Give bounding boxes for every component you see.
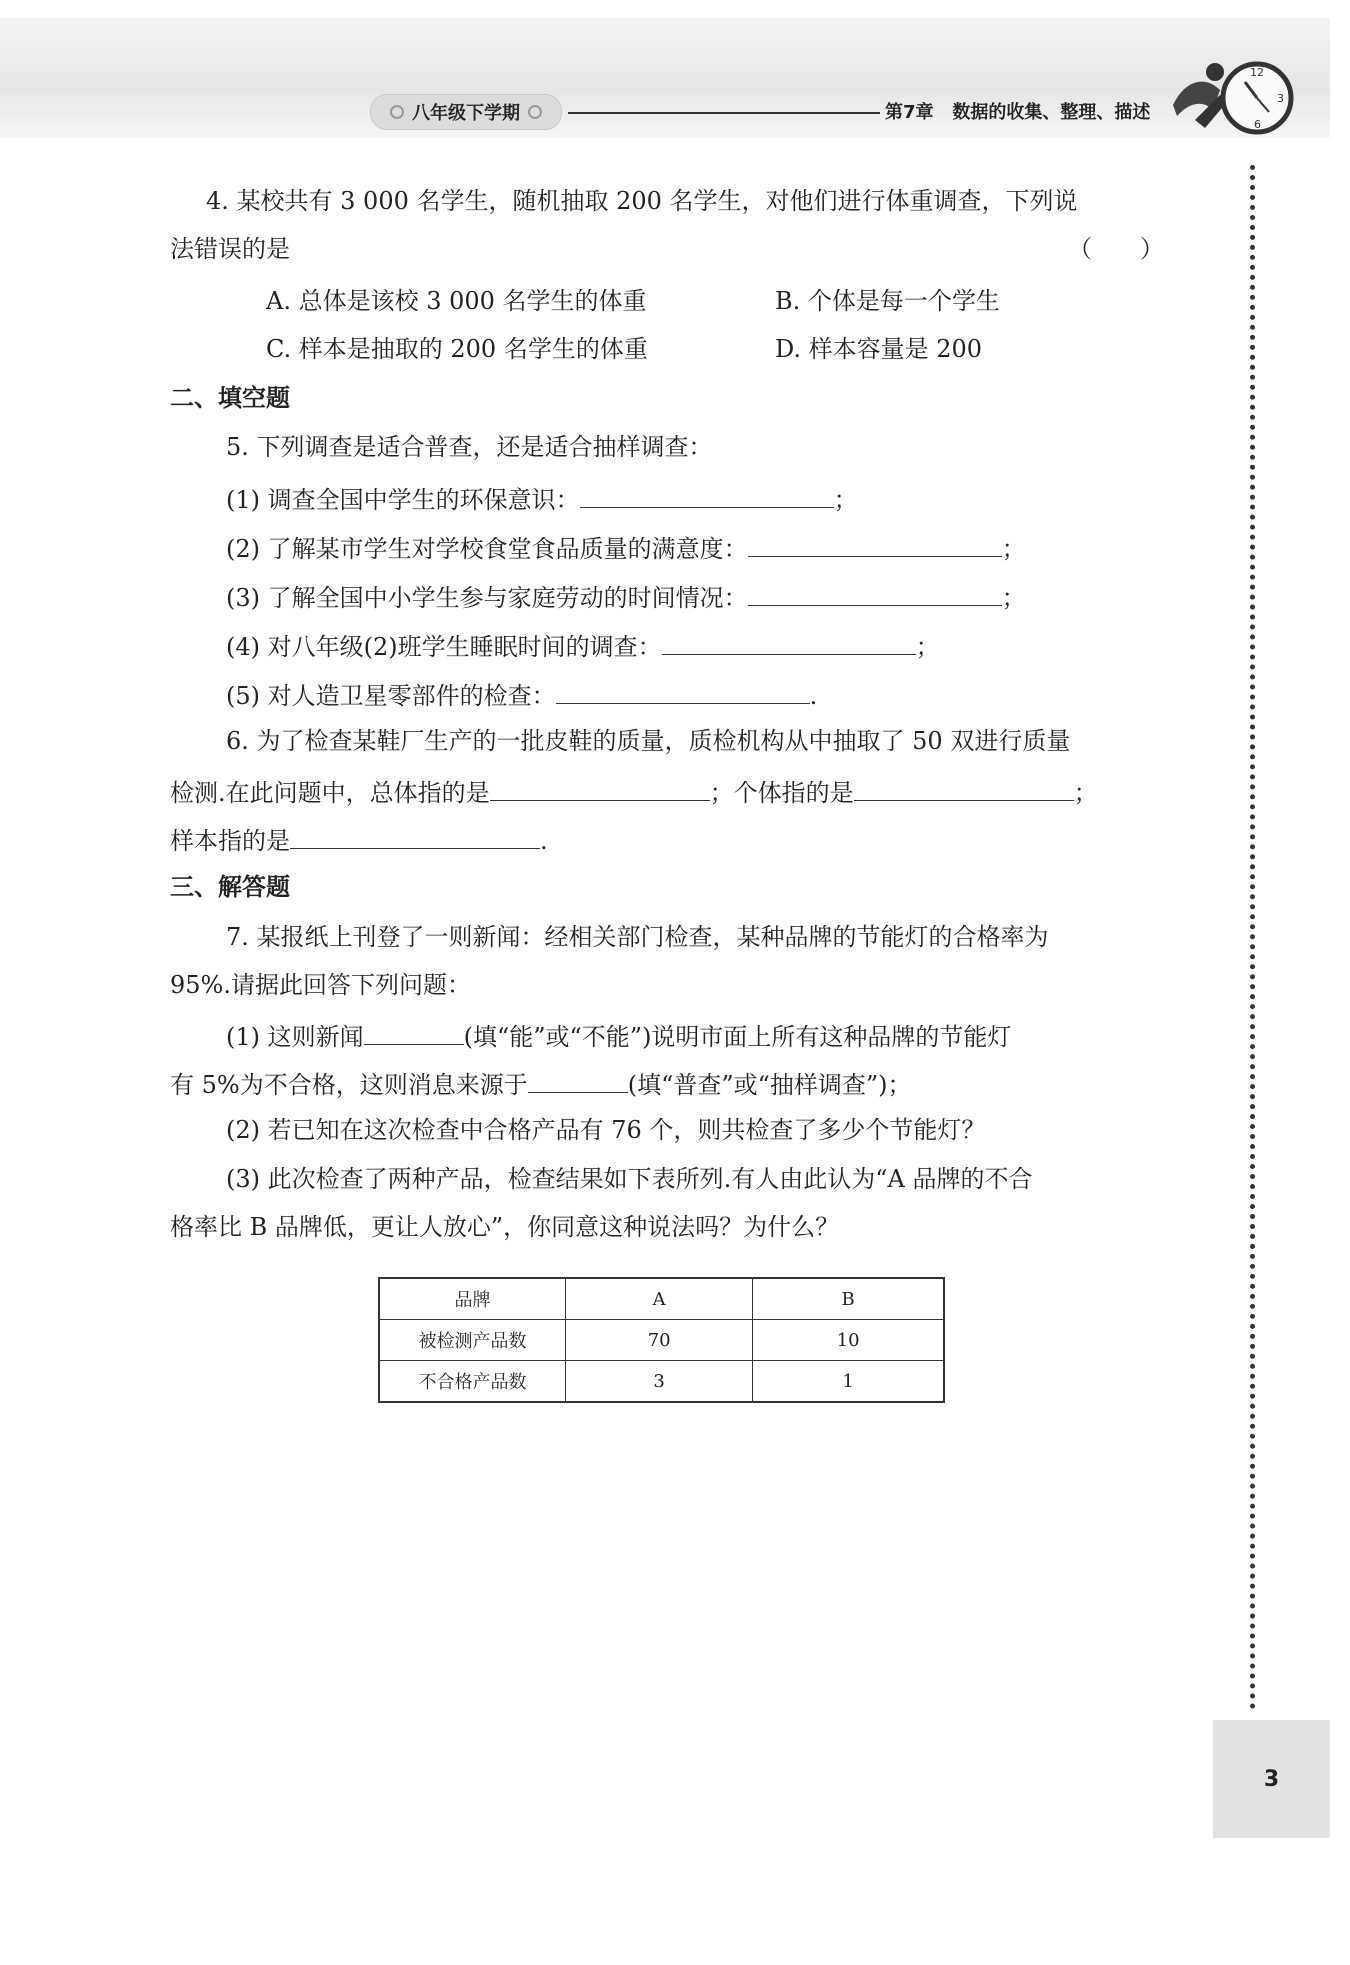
table-cell: 70 bbox=[566, 1320, 753, 1361]
q5-item-1-blank[interactable] bbox=[580, 481, 834, 508]
table-cell: 不合格产品数 bbox=[379, 1361, 566, 1403]
q5-item-4-end: ； bbox=[915, 633, 940, 661]
q5-item-3-end: ； bbox=[1001, 584, 1026, 612]
section-answer-title: 三、解答题 bbox=[170, 873, 290, 901]
q6-population-blank[interactable] bbox=[490, 774, 710, 801]
q6-line3-end: . bbox=[540, 827, 548, 855]
chapter-number: 第7章 bbox=[885, 102, 934, 123]
svg-text:12: 12 bbox=[1250, 66, 1264, 79]
q6-line2-end: ； bbox=[1073, 779, 1098, 807]
left-dot-icon bbox=[390, 105, 404, 119]
right-dot-icon bbox=[528, 105, 542, 119]
q7-part2: (2) 若已知在这次检查中合格产品有 76 个，则共检查了多少个节能灯？ bbox=[226, 1116, 986, 1144]
q5-item-2 bbox=[226, 530, 1026, 564]
q7-part1-line2 bbox=[170, 1066, 912, 1100]
runner-clock-icon bbox=[1165, 50, 1295, 140]
chapter-title: 数据的收集、整理、描述 bbox=[952, 102, 1151, 123]
q5-item-3-blank[interactable] bbox=[748, 579, 1002, 606]
q7-part1-text-a: (1) 这则新闻 bbox=[226, 1023, 364, 1051]
q6-line2 bbox=[170, 774, 1098, 808]
q6-individual-label: ；个体指的是 bbox=[709, 779, 854, 807]
q6-stem-line1: 6. 为了检查某鞋厂生产的一批皮鞋的质量，质检机构从中抽取了 50 双进行质量 bbox=[226, 727, 1071, 755]
q5-item-3 bbox=[226, 579, 1026, 613]
header-divider bbox=[568, 112, 880, 114]
q5-item-1-end: ； bbox=[833, 486, 858, 514]
svg-text:6: 6 bbox=[1254, 118, 1261, 131]
q4-answer-paren: （ ） bbox=[1068, 235, 1164, 263]
q5-item-5-text: (5) 对人造卫星零部件的检查： bbox=[226, 682, 556, 710]
q4-stem-line2: 法错误的是 bbox=[170, 235, 290, 263]
q5-item-2-end: ； bbox=[1001, 535, 1026, 563]
q5-item-4-text: (4) 对八年级(2)班学生睡眠时间的调查： bbox=[226, 633, 662, 661]
q5-item-2-text: (2) 了解某市学生对学校食堂食品质量的满意度： bbox=[226, 535, 748, 563]
q7-stem-line1: 7. 某报纸上刊登了一则新闻：经相关部门检查，某种品牌的节能灯的合格率为 bbox=[226, 923, 1049, 951]
inspection-table bbox=[378, 1277, 945, 1403]
q4-option-a: A. 总体是该校 3 000 名学生的体重 bbox=[266, 287, 647, 315]
q5-item-5 bbox=[226, 677, 817, 711]
q7-part1-text-b: (填“能”或“不能”)说明市面上所有这种品牌的节能灯 bbox=[463, 1023, 1012, 1051]
table-cell: 1 bbox=[753, 1361, 944, 1403]
q7-part3-line2: 格率比 B 品牌低，更让人放心”，你同意这种说法吗？为什么？ bbox=[170, 1213, 840, 1241]
q4-stem-line1: 4. 某校共有 3 000 名学生，随机抽取 200 名学生，对他们进行体重调查，下列说 bbox=[206, 187, 1078, 215]
grade-badge bbox=[370, 94, 562, 130]
table-cell: 3 bbox=[566, 1361, 753, 1403]
q4-option-d: D. 样本容量是 200 bbox=[775, 335, 983, 363]
table-row bbox=[379, 1361, 944, 1403]
q7-stem-line2: 95%.请据此回答下列问题： bbox=[170, 971, 471, 999]
q7-part1-blank-2[interactable] bbox=[528, 1066, 628, 1093]
grade-label: 八年级下学期 bbox=[412, 103, 520, 124]
q5-item-4 bbox=[226, 628, 940, 662]
table-cell: 被检测产品数 bbox=[379, 1320, 566, 1361]
q5-item-5-blank[interactable] bbox=[556, 677, 810, 704]
q4-option-c: C. 样本是抽取的 200 名学生的体重 bbox=[266, 335, 648, 363]
table-cell: 10 bbox=[753, 1320, 944, 1361]
q7-part3-line1: (3) 此次检查了两种产品，检查结果如下表所列.有人由此认为“A 品牌的不合 bbox=[226, 1165, 1033, 1193]
q4-option-b: B. 个体是每一个学生 bbox=[775, 287, 1000, 315]
q7-part1-text-d: (填“普查”或“抽样调查”)； bbox=[627, 1071, 912, 1099]
table-cell: B bbox=[753, 1278, 944, 1320]
q5-item-3-text: (3) 了解全国中小学生参与家庭劳动的时间情况： bbox=[226, 584, 748, 612]
page-number: 3 bbox=[1213, 1720, 1330, 1838]
q6-line3 bbox=[170, 822, 548, 856]
q5-item-5-end: . bbox=[809, 682, 818, 710]
chapter-heading bbox=[885, 98, 1150, 124]
table-row bbox=[379, 1320, 944, 1361]
q6-sample-blank[interactable] bbox=[290, 822, 540, 849]
table-row bbox=[379, 1278, 944, 1320]
q5-item-4-blank[interactable] bbox=[662, 628, 916, 655]
q7-part1-blank-1[interactable] bbox=[364, 1018, 464, 1045]
q6-individual-blank[interactable] bbox=[854, 774, 1074, 801]
q6-sample-label: 样本指的是 bbox=[170, 827, 290, 855]
q5-item-1 bbox=[226, 481, 858, 515]
q5-item-2-blank[interactable] bbox=[748, 530, 1002, 557]
q7-part1-line1 bbox=[226, 1018, 1011, 1052]
q6-population-label: 检测.在此问题中，总体指的是 bbox=[170, 779, 490, 807]
table-cell: A bbox=[566, 1278, 753, 1320]
section-fill-in-title: 二、填空题 bbox=[170, 384, 290, 412]
q7-part1-text-c: 有 5%为不合格，这则消息来源于 bbox=[170, 1071, 528, 1099]
q5-item-1-text: (1) 调查全国中学生的环保意识： bbox=[226, 486, 580, 514]
svg-text:3: 3 bbox=[1277, 92, 1284, 105]
page-edge-dots bbox=[1250, 165, 1255, 1710]
table-cell: 品牌 bbox=[379, 1278, 566, 1320]
q5-stem: 5. 下列调查是适合普查，还是适合抽样调查： bbox=[226, 433, 713, 461]
